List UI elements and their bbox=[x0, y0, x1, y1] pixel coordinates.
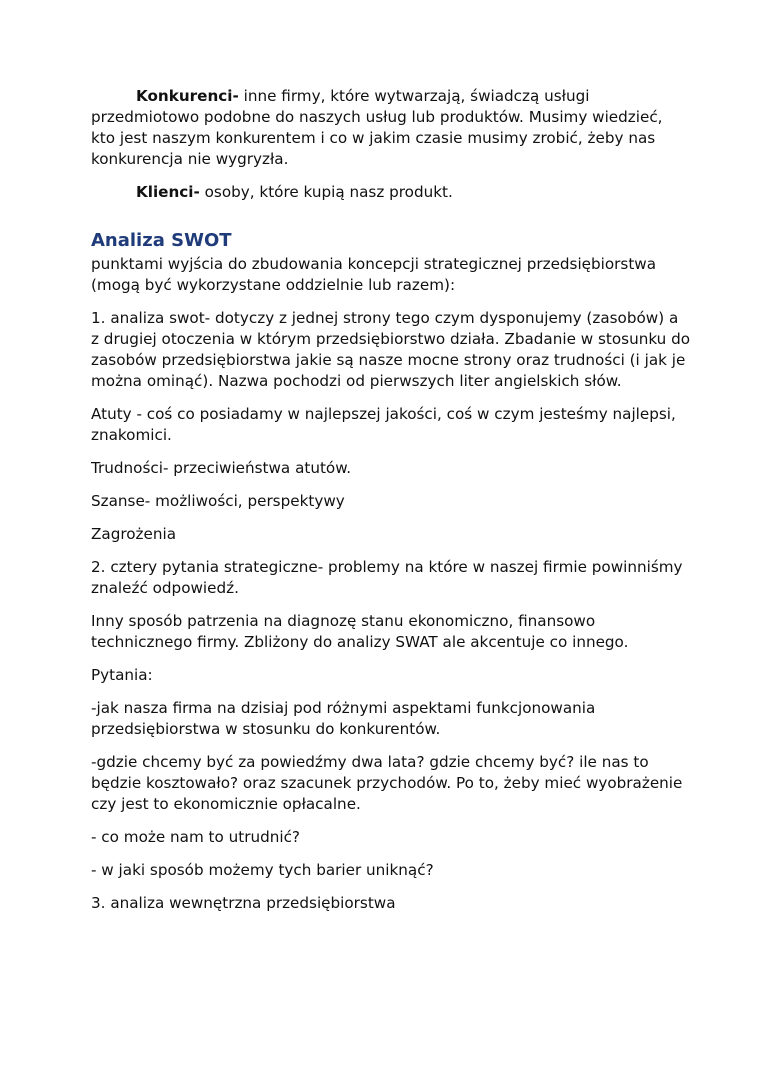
paragraph-strategic-questions: 2. cztery pytania strategiczne- problemy na które w naszej firmie powinniśmy znaleźć odpowiedź. bbox=[91, 558, 683, 597]
paragraph-diagnosis: Inny sposób patrzenia na diagnozę stanu ekonomiczno, finansowo technicznego firmy. Zbliżony do analizy SWAT ale akcentuje co innego. bbox=[91, 612, 629, 651]
paragraph-atuty: Atuty - coś co posiadamy w najlepszej jakości, coś w czym jesteśmy najlepsi, znakomici. bbox=[91, 405, 676, 444]
definition-term: Konkurenci- bbox=[136, 87, 239, 105]
definition-text: inne firmy, które wytwarzają, świadczą usługi przedmiotowo podobne do naszych usług lub produktów. Musimy wiedzieć, kto jest naszym konkurentem i co w jakim czasie musimy zrobić, żeby nas konkurencja nie wygryzła. bbox=[91, 87, 663, 168]
paragraph-swot-analysis: 1. analiza swot- dotyczy z jednej strony tego czym dysponujemy (zasobów) a z drugiej otoczenia w którym przedsiębiorstwo działa. Zbadanie w stosunku do zasobów przedsiębiorstwa jakie są nasze mocne strony oraz trudności (i jak je można ominąć). Nazwa pochodzi od pierwszych liter angielskich słów. bbox=[91, 309, 691, 390]
document-body bbox=[91, 86, 691, 926]
section-heading: Analiza SWOT bbox=[91, 230, 232, 251]
definition-klienci bbox=[91, 182, 691, 203]
paragraph-question-3: - co może nam to utrudnić? bbox=[91, 828, 300, 846]
definition-konkurenci bbox=[91, 86, 691, 170]
paragraph-internal-analysis: 3. analiza wewnętrzna przedsiębiorstwa bbox=[91, 894, 396, 912]
paragraph-intro: punktami wyjścia do zbudowania koncepcji strategicznej przedsiębiorstwa (mogą być wykorzystane oddzielnie lub razem): bbox=[91, 255, 657, 294]
paragraph-question-4: - w jaki sposób możemy tych barier uniknąć? bbox=[91, 861, 434, 879]
definition-term: Klienci- bbox=[136, 183, 200, 201]
paragraph-question-2: -gdzie chcemy być za powiedźmy dwa lata? gdzie chcemy być? ile nas to będzie kosztowało? oraz szacunek przychodów. Po to, żeby mieć wyobrażenie czy jest to ekonomicznie opłacalne. bbox=[91, 753, 683, 813]
paragraph-szanse: Szanse- możliwości, perspektywy bbox=[91, 492, 345, 510]
paragraph-pytania-label: Pytania: bbox=[91, 666, 153, 684]
paragraph-zagrozenia: Zagrożenia bbox=[91, 525, 177, 543]
paragraph-trudnosci: Trudności- przeciwieństwa atutów. bbox=[91, 459, 352, 477]
definition-text: osoby, które kupią nasz produkt. bbox=[199, 183, 453, 201]
paragraph-question-1: -jak nasza firma na dzisiaj pod różnymi aspektami funkcjonowania przedsiębiorstwa w stosunku do konkurentów. bbox=[91, 699, 596, 738]
